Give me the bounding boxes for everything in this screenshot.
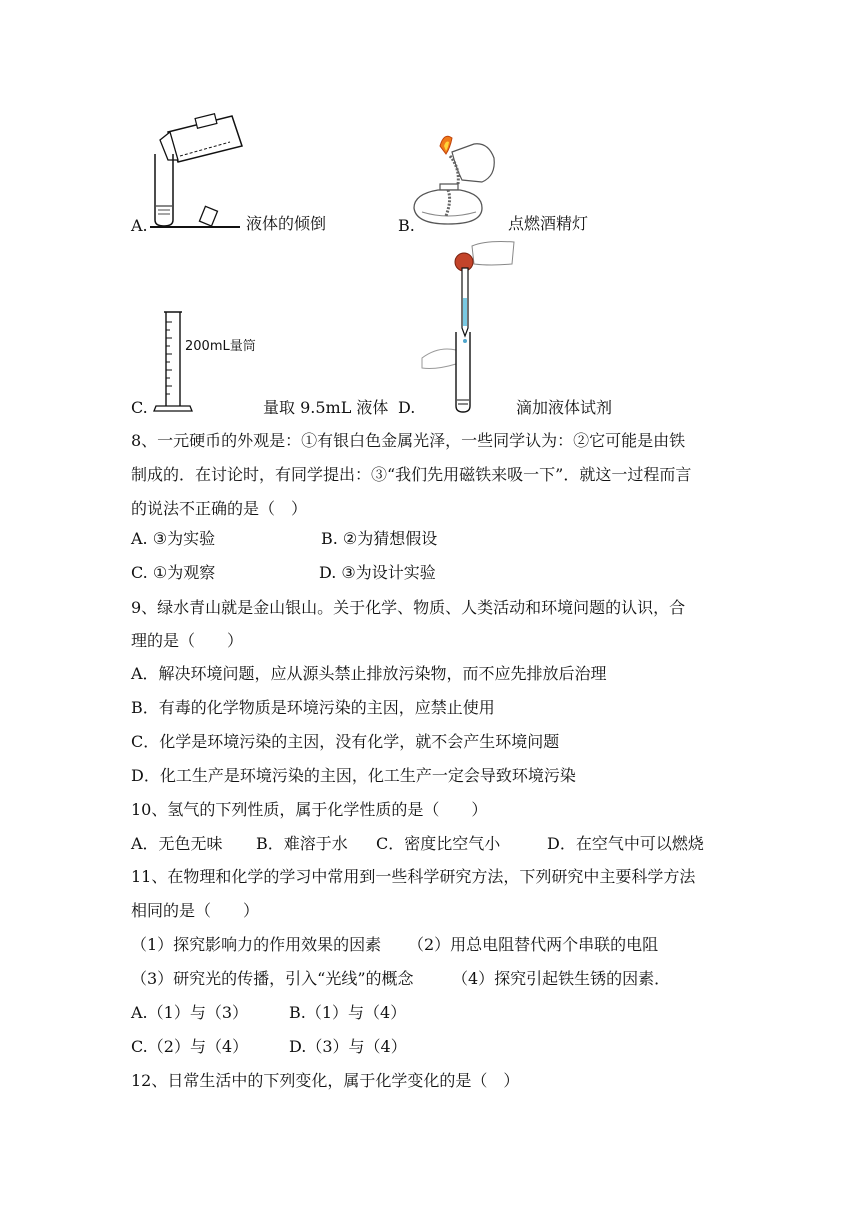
q10-option-c: C．密度比空气小 [376, 834, 501, 853]
figure-a-caption: 液体的倾倒 [246, 214, 327, 233]
q10-option-d: D．在空气中可以燃烧 [547, 834, 704, 853]
q8-stem-line-1: 8、一元硬币的外观是：①有银白色金属光泽，一些同学认为：②它可能是由铁 [131, 431, 686, 450]
q9-stem-line-1: 9、绿水青山就是金山银山。关于化学、物质、人类活动和环境问题的认识，合 [131, 598, 686, 617]
q9-option-c: C．化学是环境污染的主因，没有化学，就不会产生环境问题 [131, 732, 560, 751]
pouring-liquid-diagram [150, 110, 245, 230]
q8-option-c: C. ①为观察 [131, 563, 216, 582]
measuring-cylinder-diagram [152, 310, 272, 415]
figure-b-letter: B. [398, 216, 415, 235]
figure-a-letter: A. [131, 216, 148, 235]
q9-option-a: A．解决环境问题，应从源头禁止排放污染物，而不应先排放后治理 [131, 664, 607, 683]
q11-item-1: （1）探究影响力的作用效果的因素 [131, 935, 382, 954]
q8-stem-line-3: 的说法不正确的是（ ） [131, 499, 308, 518]
q8-option-d: D. ③为设计实验 [319, 563, 436, 582]
figure-c-letter: C. [131, 398, 148, 417]
q9-option-b: B．有毒的化学物质是环境污染的主因，应禁止使用 [131, 698, 495, 717]
q11-option-c: C.（2）与（4） [131, 1037, 249, 1056]
q11-item-4: （4）探究引起铁生锈的因素． [452, 969, 671, 988]
q8-option-b: B. ②为猜想假设 [321, 529, 438, 548]
alcohol-lamp-diagram [400, 128, 500, 228]
figure-d-caption: 滴加液体试剂 [516, 398, 613, 417]
q11-option-a: A.（1）与（3） [131, 1003, 249, 1022]
cylinder-label: 200mL量筒 [185, 339, 256, 354]
q11-item-2: （2）用总电阻替代两个串联的电阻 [408, 935, 659, 954]
q11-stem-line-1: 11、在物理和化学的学习中常用到一些科学研究方法，下列研究中主要科学方法 [131, 867, 696, 886]
q8-stem-line-2: 制成的．在讨论时，有同学提出：③“我们先用磁铁来吸一下”．就这一过程而言 [131, 465, 692, 484]
figure-b-caption: 点燃酒精灯 [508, 214, 589, 233]
q10-option-a: A．无色无味 [131, 834, 223, 853]
q11-stem-line-2: 相同的是（ ） [131, 901, 260, 920]
q8-option-a: A. ③为实验 [131, 529, 216, 548]
q11-item-3: （3）研究光的传播，引入“光线”的概念 [131, 969, 414, 988]
q10-option-b: B．难溶于水 [256, 834, 348, 853]
dropper-diagram [418, 238, 518, 416]
q12-stem: 12、日常生活中的下列变化，属于化学变化的是（ ） [131, 1071, 520, 1090]
q9-stem-line-2: 理的是（ ） [131, 631, 244, 650]
figure-d-letter: D. [398, 398, 416, 417]
figure-c-caption: 量取 9.5mL 液体 [263, 398, 389, 417]
q9-option-d: D．化工生产是环境污染的主因，化工生产一定会导致环境污染 [131, 766, 576, 785]
q11-option-d: D.（3）与（4） [289, 1037, 407, 1056]
q11-option-b: B.（1）与（4） [289, 1003, 407, 1022]
q10-stem: 10、氢气的下列性质，属于化学性质的是（ ） [131, 800, 488, 819]
